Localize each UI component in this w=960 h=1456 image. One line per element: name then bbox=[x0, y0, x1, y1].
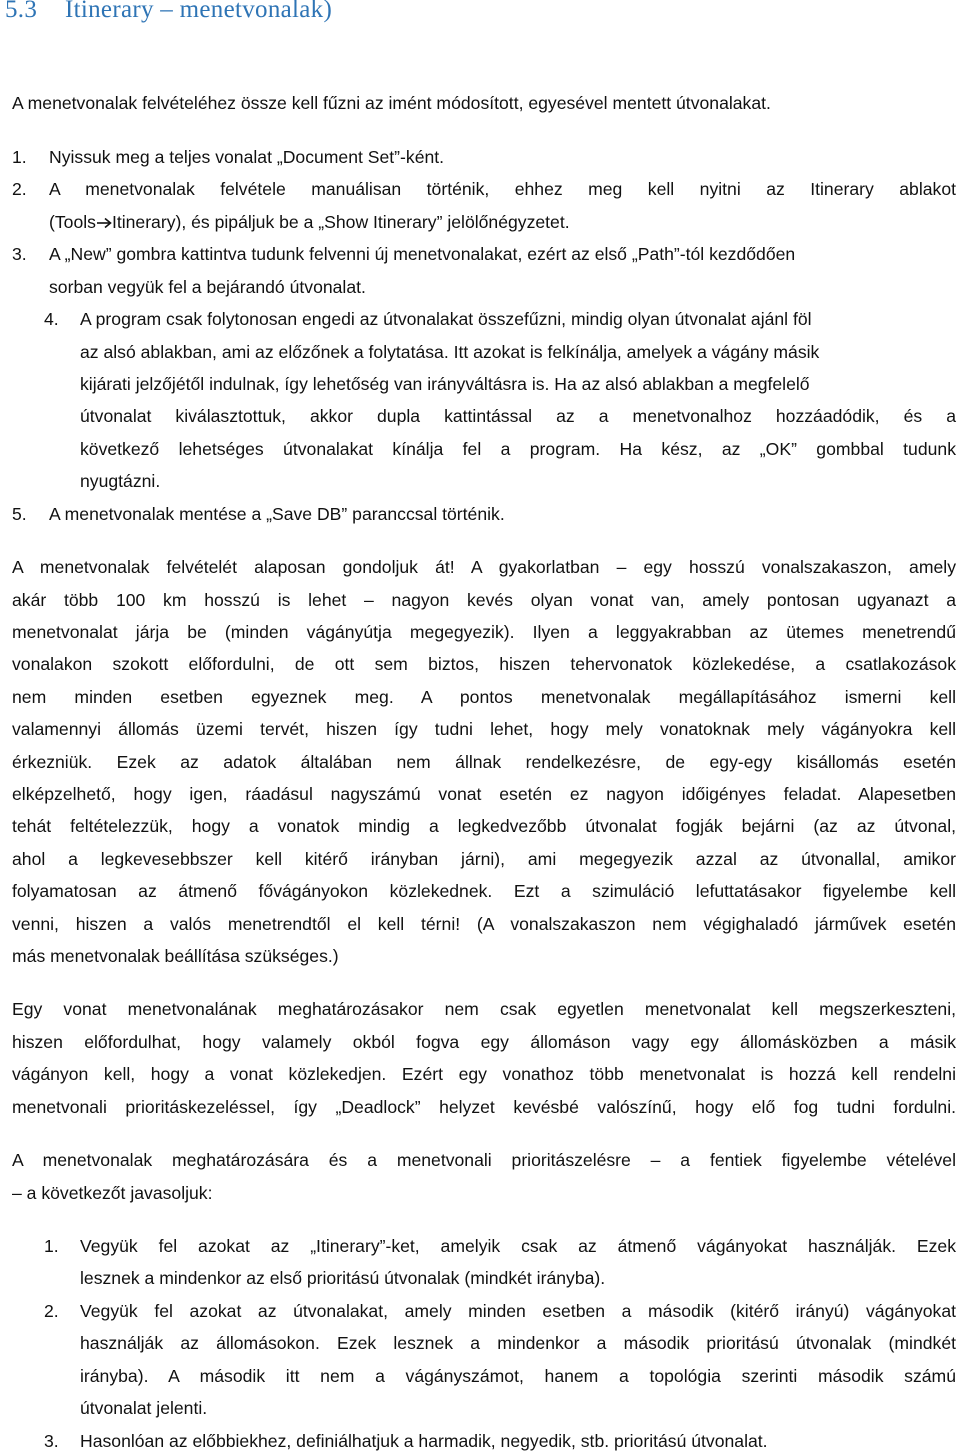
paragraph-3-line: – a következőt javasoljuk: bbox=[12, 1183, 213, 1203]
paragraph-1-line: ahol a legkevesebbszer kell kitérő irányban járni), ami megegyezik azzal az útvonallal, amikor bbox=[12, 849, 956, 869]
right-arrow-icon bbox=[96, 217, 112, 229]
step-1-number: 1. bbox=[12, 147, 27, 167]
proposal-2-text-line: irányba). A második itt nem a vágányszámot, hanem a topológia szerinti második számú bbox=[80, 1366, 956, 1386]
step-4-text-line: útvonalat kiválasztottuk, akkor dupla kattintással az a menetvonalhoz hozzáadódik, és a bbox=[80, 406, 956, 426]
paragraph-1-line: akár több 100 km hosszú is lehet – nagyon kevés olyan vonat van, amely pontosan ugyanazt a bbox=[12, 590, 956, 610]
paragraph-1-line: nem minden esetben egyeznek meg. A pontos menetvonalak megállapításához ismerni kell bbox=[12, 687, 956, 707]
paragraph-1-line: valamennyi állomás üzemi tervét, hiszen így tudni lehet, hogy mely vonatoknak mely vágányokra kell bbox=[12, 719, 956, 739]
paragraph-2-line: menetvonali prioritáskezeléssel, így „Deadlock” helyzet kevésbé valószínű, hogy elő fog tudni fordulni. bbox=[12, 1097, 956, 1117]
step-5-number: 5. bbox=[12, 504, 27, 524]
step-2-text-line: A menetvonalak felvétele manuálisan történik, ehhez meg kell nyitni az Itinerary ablakot bbox=[49, 179, 956, 199]
paragraph-2-line: vágányon kell, hogy a vonat közlekedjen. Ezért egy vonathoz több menetvonalat is hozzá kell rendelni bbox=[12, 1064, 956, 1084]
paragraph-2-line: Egy vonat menetvonalának meghatározásakor nem csak egyetlen menetvonalat kell megszerkeszteni, bbox=[12, 999, 956, 1019]
step-2-rest: Itinerary), és pipáljuk be a „Show Itinerary” jelölőnégyzetet. bbox=[111, 212, 570, 232]
step-2-prefix: (Tools bbox=[49, 212, 96, 232]
paragraph-1-line: folyamatosan az átmenő fővágányokon közlekednek. Ezt a szimuláció lefuttatásakor figyelembe kell bbox=[12, 881, 956, 901]
section-title: Itinerary – menetvonalak) bbox=[65, 0, 333, 23]
step-4-text-line: nyugtázni. bbox=[80, 471, 161, 491]
paragraph-1-line: menetvonalat járja be (minden vágányútja megegyezik). Ilyen a leggyakrabban az ütemes menetrendű bbox=[12, 622, 956, 642]
proposal-2-text-line: Vegyük fel azokat az útvonalakat, amely minden esetben a második (kitérő irányú) vágányokat bbox=[80, 1301, 956, 1321]
step-4-text-line: következő lehetséges útvonalakat kínálja fel a program. Ha kész, az „OK” gombbal tudunk bbox=[80, 439, 956, 459]
proposal-1-text-line: Vegyük fel azokat az „Itinerary”-ket, amelyik csak az átmenő vágányokat használják. Ezek bbox=[80, 1236, 956, 1256]
step-3-number: 3. bbox=[12, 244, 27, 264]
paragraph-1-line: A menetvonalak felvételét alaposan gondoljuk át! A gyakorlatban – egy hosszú vonalszakaszon, amely bbox=[12, 557, 956, 577]
paragraph-1-line: venni, hiszen a valós menetrendtől el kell térni! (A vonalszakaszon nem végighaladó járművek esetén bbox=[12, 914, 956, 934]
step-1-text: Nyissuk meg a teljes vonalat „Document Set”-ként. bbox=[49, 147, 445, 167]
proposal-2-text-line: útvonalat jelenti. bbox=[80, 1398, 208, 1418]
section-number: 5.3 bbox=[5, 0, 38, 23]
step-5-text: A menetvonalak mentése a „Save DB” paranccsal történik. bbox=[49, 504, 505, 524]
intro-text: A menetvonalak felvételéhez össze kell fűzni az imént módosított, egyesével mentett útvonalakat. bbox=[12, 93, 771, 113]
step-2-text-line bbox=[49, 211, 570, 233]
step-3-text-line: sorban vegyük fel a bejárandó útvonalat. bbox=[49, 277, 366, 297]
paragraph-2-line: hiszen előfordulhat, hogy valamely okból fogva egy állomáson vagy egy állomásközben a másik bbox=[12, 1032, 956, 1052]
step-4-text-line: kijárati jelzőjétől indulnak, így lehetőség van irányváltásra is. Ha az alsó ablakban a megfelelő bbox=[80, 374, 810, 394]
step-4-text-line: A program csak folytonosan engedi az útvonalakat összefűzni, mindig olyan útvonalat ajánl föl bbox=[80, 309, 812, 329]
step-4-number: 4. bbox=[44, 309, 59, 329]
paragraph-3-line: A menetvonalak meghatározására és a menetvonali prioritászelésre – a fentiek figyelembe vételével bbox=[12, 1150, 956, 1170]
paragraph-1-line: elképzelhető, hogy igen, ráadásul nagyszámú vonat esetén ez nagyon időigényes feladat. Alapesetben bbox=[12, 784, 956, 804]
step-3-text-line: A „New” gombra kattintva tudunk felvenni új menetvonalakat, ezért az első „Path”-tól kezdődően bbox=[49, 244, 796, 264]
paragraph-1-line: érkezniük. Ezek az adatok általában nem állnak rendelkezésre, de egy-egy kisállomás esetén bbox=[12, 752, 956, 772]
proposal-2-number: 2. bbox=[44, 1301, 59, 1321]
step-2-number: 2. bbox=[12, 179, 27, 199]
proposal-3-number: 3. bbox=[44, 1431, 59, 1451]
section-heading bbox=[5, 0, 332, 24]
proposal-1-text-line: lesznek a mindenkor az első prioritású útvonalak (mindkét irányba). bbox=[80, 1268, 606, 1288]
proposal-1-number: 1. bbox=[44, 1236, 59, 1256]
paragraph-1-line: vonalakon szokott előfordulni, de ott sem biztos, hiszen tehervonatok közlekedése, a csatlakozások bbox=[12, 654, 956, 674]
paragraph-1-line: tehát feltételezzük, hogy a vonatok mindig a legkedvezőbb útvonalat fogják bejárni (az az útvonal, bbox=[12, 816, 956, 836]
step-4-text-line: az alsó ablakban, ami az előzőnek a folytatása. Itt azokat is felkínálja, amelyek a vágány másik bbox=[80, 342, 820, 362]
proposal-3-text: Hasonlóan az előbbiekhez, definiálhatjuk a harmadik, negyedik, stb. prioritású útvonalat. bbox=[80, 1431, 768, 1451]
proposal-2-text-line: használják az állomásokon. Ezek lesznek a mindenkor a második prioritású útvonalak (mindkét bbox=[80, 1333, 956, 1353]
paragraph-1-line: más menetvonalak beállítása szükséges.) bbox=[12, 946, 339, 966]
